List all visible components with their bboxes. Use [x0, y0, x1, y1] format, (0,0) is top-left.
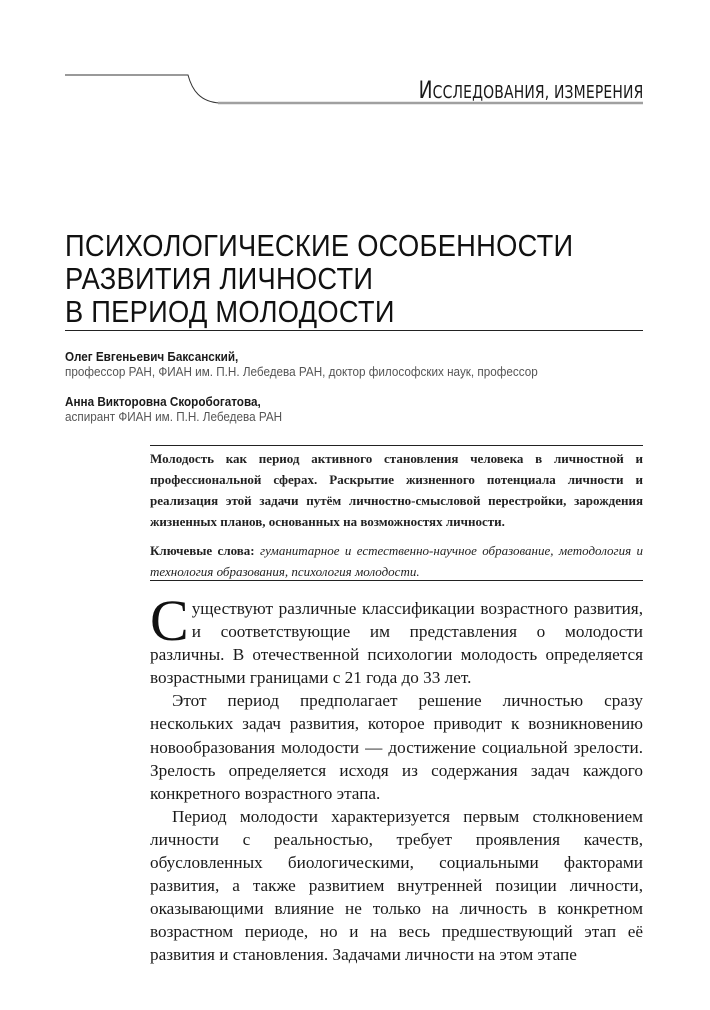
drop-cap: С [150, 588, 189, 653]
article-title [65, 229, 593, 328]
paragraph-text: уществуют различные классификации возрастного развития, и соответствующие им представления о молодости различны. В отечественной психологии молодость определяется возрастными границами с 21 года до 33 лет. [150, 599, 643, 688]
article-title-line: ПСИХОЛОГИЧЕСКИЕ ОСОБЕННОСТИ [65, 228, 574, 263]
author-name: Анна Викторовна Скоробогатова, [65, 394, 261, 409]
author-affiliation: профессор РАН, ФИАН им. П.Н. Лебедева РАН, доктор философских наук, профессор [65, 364, 538, 379]
paragraph: Период молодости характеризуется первым столкновением личности с реальностью, требует проявления качеств, обусловленных биологическими, социальными факторами развития, а также развитием внутренней позиции личности, оказывающими влияние не только на личность в конкретном возрастном периоде, но и на весь предшествующий этап её развития и становления. Задачами личности на этом этапе [150, 806, 643, 965]
keywords-label: Ключевые слова: [150, 543, 255, 558]
title-divider [65, 330, 643, 331]
section-title [418, 76, 643, 104]
article-title-line: В ПЕРИОД МОЛОДОСТИ [65, 294, 395, 329]
paragraph: Этот период предполагает решение личностью сразу нескольких задач развития, которое приводит к возникновению новообразования молодости — достижение социальной зрелости. Зрелость определяется исходя из содержания задач каждого конкретного возрастного этапа. [150, 691, 643, 803]
header-rule-left [65, 75, 220, 103]
body-text [150, 588, 643, 967]
section-title-rest: ССЛЕДОВАНИЯ, ИЗМЕРЕНИЯ [432, 82, 643, 103]
author-name: Олег Евгеньевич Баксанский, [65, 349, 239, 364]
keywords-text: гуманитарное и естественно-научное образование, методология и технология образования, психология молодости. [150, 543, 644, 579]
article-title-line: РАЗВИТИЯ ЛИЧНОСТИ [65, 261, 374, 296]
author-2 [65, 394, 282, 424]
abstract-bottom-rule [150, 580, 643, 581]
author-1 [65, 349, 538, 379]
paragraph [150, 588, 643, 689]
section-title-initial: И [418, 76, 433, 104]
abstract-top-rule [150, 445, 643, 446]
author-affiliation: аспирант ФИАН им. П.Н. Лебедева РАН [65, 409, 283, 424]
keywords [150, 540, 643, 582]
abstract: Молодость как период активного становления человека в личностной и профессиональной сферах. Раскрытие жизненного потенциала личности и реализация этой задачи путём личностно-смысловой перестройки, зарождения жизненных планов, основанных на возможностях личности. [150, 451, 643, 529]
